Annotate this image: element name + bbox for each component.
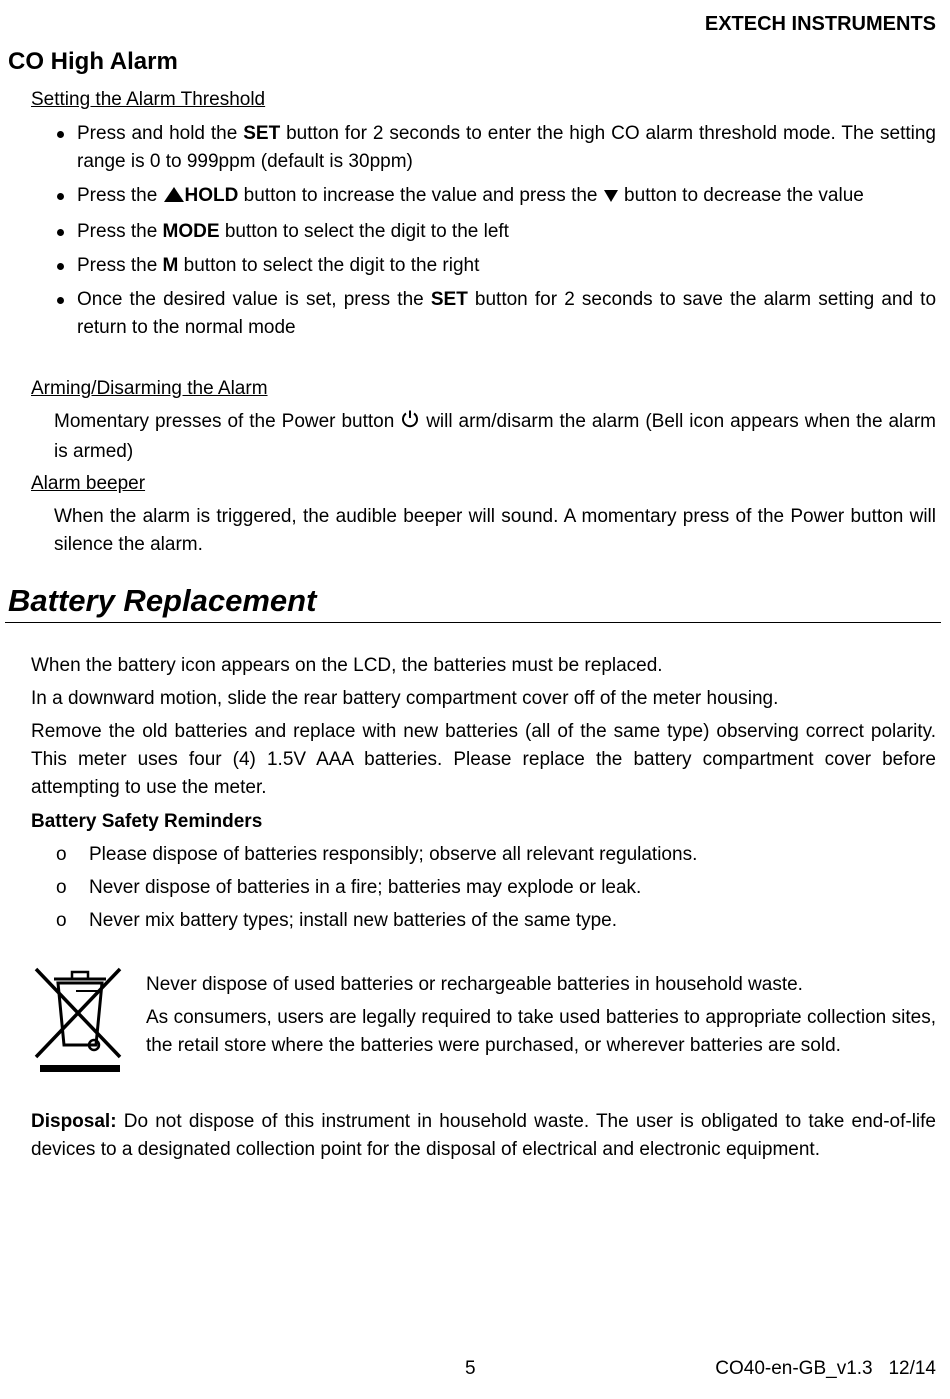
disposal-label: Disposal: xyxy=(31,1111,117,1132)
document-id: CO40-en-GB_v1.3 12/14 xyxy=(715,1358,936,1379)
list-marker: o xyxy=(56,844,67,865)
page-number: 5 xyxy=(465,1358,476,1379)
disposal-paragraph: Disposal: Do not dispose of this instrument in household waste. The user is obligated to take end-of-life devices to a designated collection point for the disposal of electrical and electronic equipment. xyxy=(31,1111,936,1160)
beeper-paragraph: When the alarm is triggered, the audible beeper will sound. A momentary press of the Power button will silence the alarm. xyxy=(54,506,936,555)
list-item: Once the desired value is set, press the SET button for 2 seconds to save the alarm setting and to return to the normal mode xyxy=(77,286,936,342)
battery-paragraph-1: When the battery icon appears on the LCD, the batteries must be replaced. xyxy=(31,655,663,676)
section-divider xyxy=(5,622,941,623)
power-icon xyxy=(400,409,420,438)
list-item: Press the HOLD button to increase the value and press the button to decrease the value xyxy=(77,182,936,212)
list-item: Press the M button to select the digit to the right xyxy=(77,252,936,280)
down-triangle-icon xyxy=(603,184,619,212)
list-marker: o xyxy=(56,910,67,931)
safety-reminders-list xyxy=(56,841,936,940)
arming-subheading: Arming/Disarming the Alarm xyxy=(31,378,268,399)
hold-key-label: HOLD xyxy=(184,185,239,206)
weee-crossed-bin-icon xyxy=(32,965,126,1075)
up-triangle-icon xyxy=(163,184,185,212)
co-alarm-heading: CO High Alarm xyxy=(8,48,178,75)
weee-line-2: As consumers, users are legally required to take used batteries to appropriate collection sites, the retail store where the batteries were purchased, or wherever batteries are sold. xyxy=(146,1007,936,1056)
battery-paragraph-2: In a downward motion, slide the rear battery compartment cover off of the meter housing. xyxy=(31,688,779,709)
list-item: o Never mix battery types; install new batteries of the same type. xyxy=(56,907,936,935)
mode-key-label: MODE xyxy=(162,221,220,242)
list-item: Press the MODE button to select the digit to the left xyxy=(77,218,936,246)
battery-paragraph-3: Remove the old batteries and replace with new batteries (all of the same type) observing correct polarity. This meter uses four (4) 1.5V AAA batteries. Please replace the battery compartment cover before attempting to use the meter. xyxy=(31,721,936,798)
battery-replacement-heading: Battery Replacement xyxy=(8,583,317,618)
weee-line-1: Never dispose of used batteries or rechargeable batteries in household waste. xyxy=(146,974,803,995)
threshold-subheading: Setting the Alarm Threshold xyxy=(31,89,266,110)
list-item: o Never dispose of batteries in a fire; batteries may explode or leak. xyxy=(56,874,936,902)
set-key-label: SET xyxy=(430,289,468,310)
arming-paragraph: Momentary presses of the Power button will arm/disarm the alarm (Bell icon appears when the alarm is armed) xyxy=(54,411,936,462)
set-key-label: SET xyxy=(243,123,281,144)
list-marker: o xyxy=(56,877,67,898)
company-header: EXTECH INSTRUMENTS xyxy=(704,13,936,35)
safety-reminders-heading: Battery Safety Reminders xyxy=(31,811,263,832)
list-item: Press and hold the SET button for 2 seconds to enter the high CO alarm threshold mode. The setting range is 0 to 999ppm (default is 30ppm) xyxy=(77,120,936,176)
m-key-label: M xyxy=(162,255,179,276)
threshold-steps-list xyxy=(77,120,936,348)
list-item: o Please dispose of batteries responsibly; observe all relevant regulations. xyxy=(56,841,936,869)
beeper-subheading: Alarm beeper xyxy=(31,473,146,494)
